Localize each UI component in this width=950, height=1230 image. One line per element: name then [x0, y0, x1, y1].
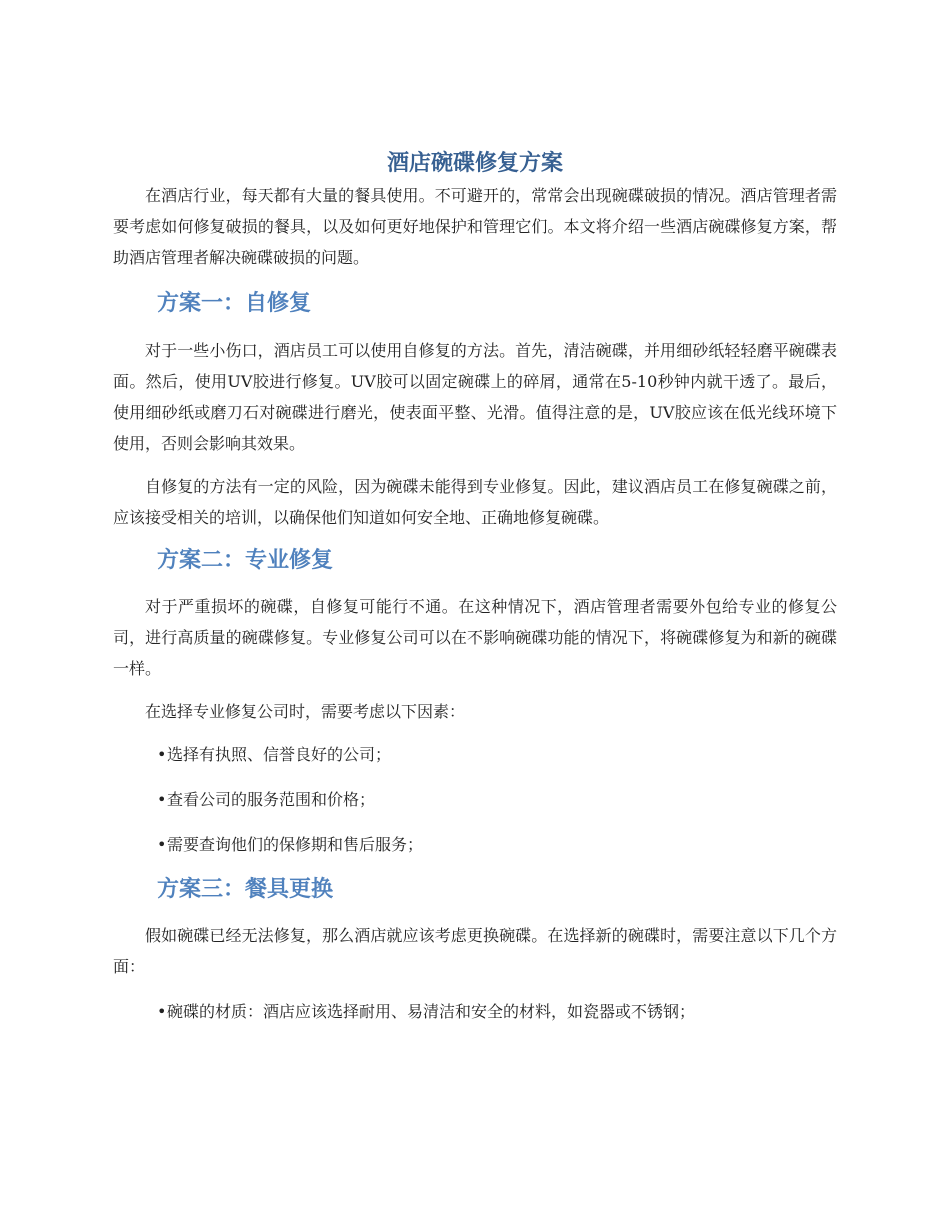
intro-paragraph: 在酒店行业，每天都有大量的餐具使用。不可避开的，常常会出现碗碟破损的情况。酒店管理者需要考虑如何修复破损的餐具，以及如何更好地保护和管理它们。本文将介绍一些酒店碗碟修复方案，帮助酒店管理者解决碗碟破损的问题。 — [113, 186, 837, 267]
section-heading: 方案二：专业修复 — [157, 548, 334, 573]
section-heading: 方案三：餐具更换 — [157, 877, 334, 902]
list-item — [113, 996, 837, 1027]
section-paragraph: 对于严重损坏的碗碟，自修复可能行不通。在这种情况下，酒店管理者需要外包给专业的修复公司，进行高质量的碗碟修复。专业修复公司可以在不影响碗碟功能的情况下，将碗碟修复为和新的碗碟一样。 — [113, 597, 837, 678]
bullet-icon: • — [157, 1002, 167, 1021]
document-page — [113, 148, 837, 1027]
bullet-icon: • — [157, 745, 167, 764]
list-item-text: 选择有执照、信誉良好的公司； — [167, 745, 392, 764]
list-item — [113, 739, 837, 770]
list-item-text: 碗碟的材质：酒店应该选择耐用、易清洁和安全的材料，如瓷器或不锈钢； — [167, 1002, 696, 1021]
list-item — [113, 829, 837, 860]
section-professional-repair — [113, 545, 837, 860]
bullet-icon: • — [157, 790, 167, 809]
list-item — [113, 784, 837, 815]
section-heading: 方案一：自修复 — [157, 291, 312, 316]
section-paragraph: 假如碗碟已经无法修复，那么酒店就应该考虑更换碗碟。在选择新的碗碟时，需要注意以下几个方面： — [113, 926, 837, 976]
document-title: 酒店碗碟修复方案 — [386, 151, 563, 176]
section-self-repair — [113, 288, 837, 533]
list-item-text: 需要查询他们的保修期和售后服务； — [167, 835, 424, 854]
section-paragraph: 对于一些小伤口，酒店员工可以使用自修复的方法。首先，清洁碗碟，并用细砂纸轻轻磨平碗碟表面。然后，使用UV胶进行修复。UV胶可以固定碗碟上的碎屑，通常在5-10秒钟内就干透了。最后，使用细砂纸或磨刀石对碗碟进行磨光，使表面平整、光滑。值得注意的是，UV胶应该在低光线环境下使用，否则会影响其效果。 — [113, 341, 837, 453]
section-paragraph: 在选择专业修复公司时，需要考虑以下因素： — [145, 702, 466, 721]
section-paragraph: 自修复的方法有一定的风险，因为碗碟未能得到专业修复。因此，建议酒店员工在修复碗碟之前，应该接受相关的培训，以确保他们知道如何安全地、正确地修复碗碟。 — [113, 477, 837, 527]
bullet-icon: • — [157, 835, 167, 854]
list-item-text: 查看公司的服务范围和价格； — [167, 790, 376, 809]
section-tableware-replacement — [113, 874, 837, 1027]
